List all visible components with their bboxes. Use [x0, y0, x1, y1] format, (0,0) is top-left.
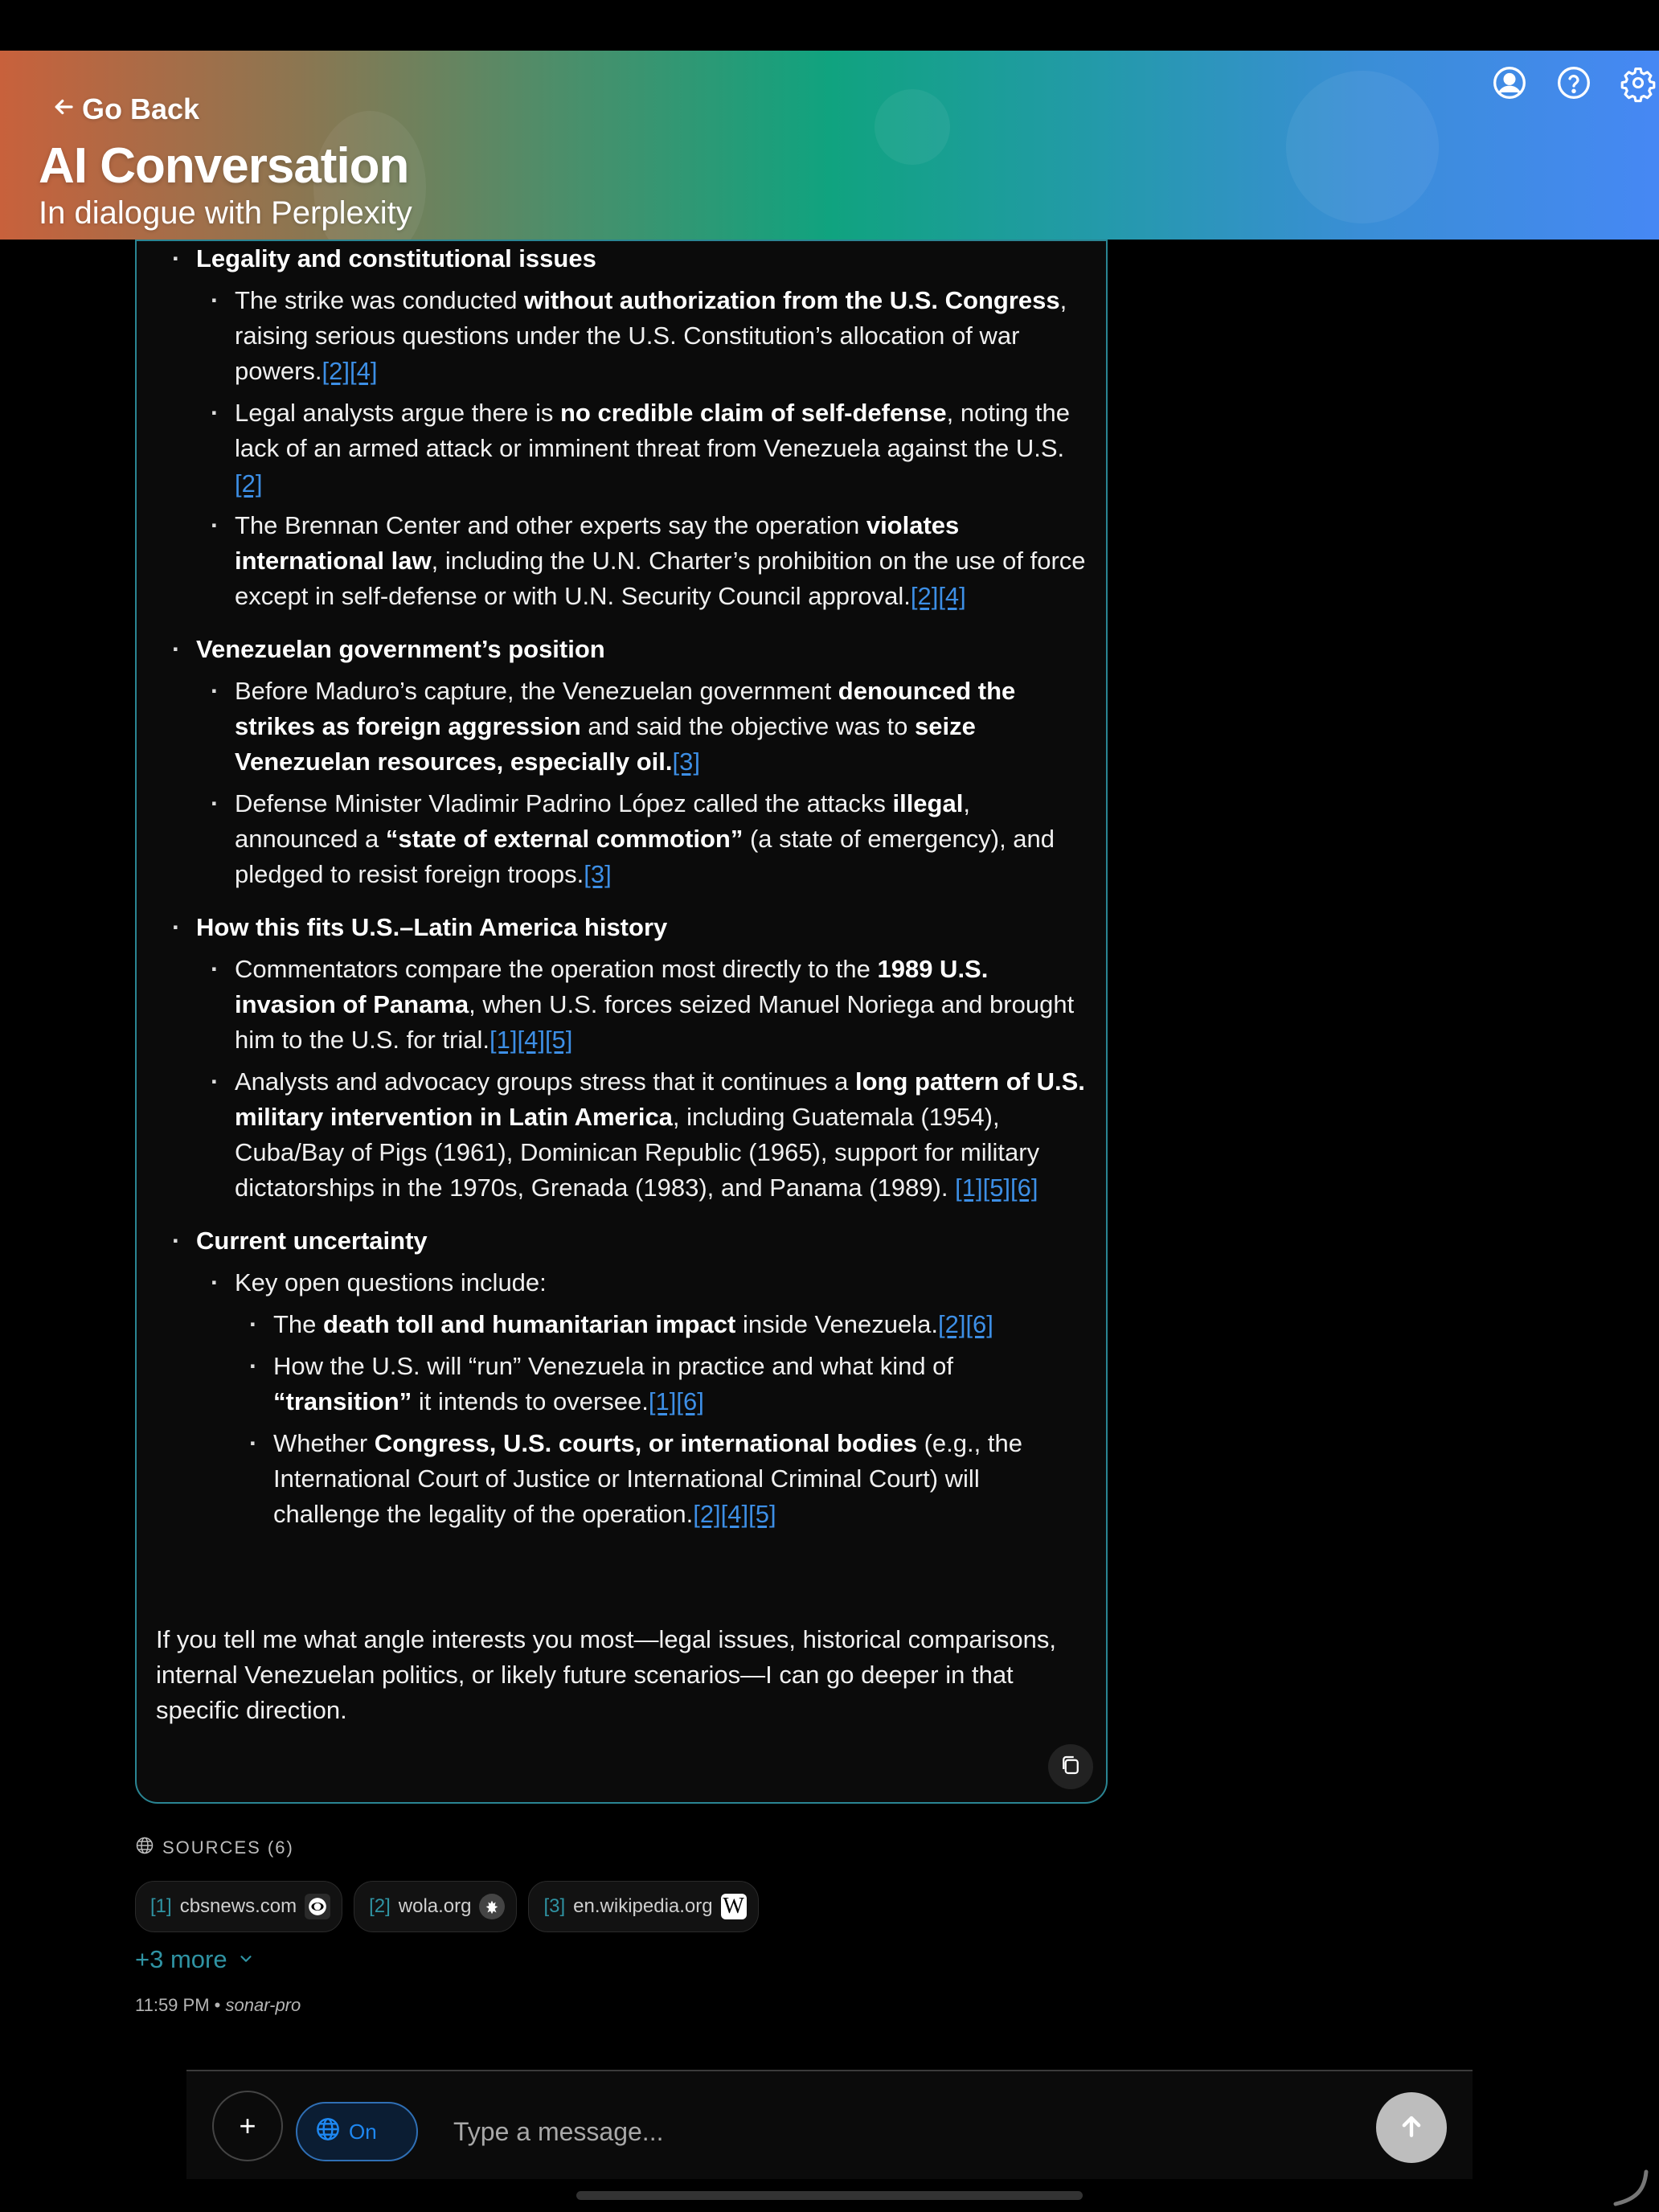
text: Legal analysts argue there is — [235, 399, 560, 427]
text: , including the U.N. Charter’s prohibition on the use of force except in self-defense or with U.N. Security Council approval. — [235, 547, 1086, 610]
source-domain: en.wikipedia.org — [573, 1895, 713, 1917]
sources-label: SOURCES (6) — [162, 1837, 294, 1858]
citation-link[interactable]: [1] — [648, 1387, 677, 1415]
arrow-up-icon — [1395, 2110, 1428, 2146]
bold-text: “state of external commotion” — [385, 825, 743, 853]
page-title: AI Conversation — [39, 138, 409, 194]
model-name: sonar-pro — [225, 1995, 301, 2015]
text: Analysts and advocacy groups stress that it continues a — [235, 1067, 855, 1096]
list-item — [235, 1064, 1088, 1206]
settings-button[interactable] — [1620, 65, 1656, 100]
assistant-message-card — [135, 240, 1108, 1804]
section-item — [196, 910, 1088, 1206]
page-subtitle: In dialogue with Perplexity — [39, 195, 412, 231]
decorative-blob — [1286, 71, 1439, 223]
text: (a state of emergency), and pledged to resist foreign troops. — [235, 825, 1055, 888]
text: , announced a — [235, 789, 970, 853]
section-heading: · How this fits U.S.–Latin America history — [196, 913, 668, 941]
citation-link[interactable]: [4] — [517, 1026, 545, 1054]
text: , including Guatemala (1954), Cuba/Bay of Pigs (1961), Dominican Republic (1965), support for military dictatorships in the 1970s, Grenada (1983), and Panama (1989). — [235, 1103, 1040, 1202]
attach-button[interactable] — [212, 2091, 283, 2161]
list-item — [235, 674, 1088, 780]
meta-separator: • — [209, 1995, 226, 2015]
text: Key open questions include: — [235, 1268, 547, 1296]
citation-link[interactable]: [2] — [693, 1500, 721, 1528]
bold-text: no credible claim of self-defense — [559, 399, 947, 427]
bold-text: seize Venezuelan resources, especially oil. — [235, 712, 976, 776]
bold-text: long pattern of U.S. military intervention in Latin America — [235, 1067, 1085, 1131]
citation-link[interactable]: [6] — [676, 1387, 704, 1415]
text: The Brennan Center and other experts say the operation — [235, 511, 866, 539]
message-time: 11:59 PM — [135, 1995, 210, 2015]
section-points — [196, 674, 1088, 892]
wola-icon — [479, 1894, 505, 1919]
decorative-blob — [875, 89, 950, 165]
plus-icon: + — [239, 2109, 256, 2142]
source-chip-cbsnews[interactable] — [135, 1881, 342, 1932]
text: Commentators compare the operation most directly to the — [235, 955, 878, 983]
citation-link[interactable]: [2] — [937, 1310, 966, 1338]
list-item — [235, 508, 1088, 614]
settings-icon — [1620, 90, 1656, 104]
closing-paragraph: If you tell me what angle interests you most—legal issues, historical comparisons, internal Venezuelan politics, or likely future scenarios—I can go deeper in that specific direction. — [156, 1625, 1056, 1724]
source-number: [1] — [150, 1895, 172, 1917]
citation-link[interactable]: [1] — [490, 1026, 518, 1054]
go-back-label: Go Back — [82, 92, 200, 125]
section-points — [196, 1265, 1088, 1532]
citation-link[interactable]: [5] — [544, 1026, 573, 1054]
text: (e.g., the International Court of Justice or International Criminal Court) will challenge the legality of the operation. — [273, 1429, 1022, 1528]
wikipedia-icon: W — [721, 1894, 747, 1919]
citation-link[interactable]: [3] — [672, 748, 700, 776]
text: , raising serious questions under the U.S. Constitution’s allocation of war powers. — [235, 286, 1067, 385]
source-chips — [135, 1881, 759, 1932]
account-icon — [1492, 90, 1527, 104]
citation-link[interactable]: [6] — [965, 1310, 993, 1338]
citation-link[interactable]: [4] — [720, 1500, 749, 1528]
citation-link[interactable]: [5] — [748, 1500, 776, 1528]
list-item — [235, 283, 1088, 389]
source-domain: cbsnews.com — [179, 1895, 297, 1917]
web-toggle-label: On — [349, 2119, 377, 2144]
globe-icon — [315, 2116, 341, 2148]
copy-button[interactable] — [1048, 1744, 1093, 1789]
text: Before Maduro’s capture, the Venezuelan government — [235, 677, 838, 705]
bold-text: illegal — [892, 789, 964, 817]
list-item — [235, 395, 1088, 502]
web-search-toggle[interactable] — [296, 2102, 418, 2161]
section-heading: · Legality and constitutional issues — [196, 244, 596, 272]
source-number: [2] — [369, 1895, 391, 1917]
citation-link[interactable]: [4] — [350, 357, 378, 385]
section-item — [196, 1223, 1088, 1532]
bold-text: violates international law — [235, 511, 960, 575]
sources-header — [135, 1836, 294, 1860]
bold-text: 1989 U.S. invasion of Panama — [235, 955, 989, 1018]
more-sources-button[interactable] — [135, 1945, 255, 1974]
chevron-down-icon — [237, 1945, 255, 1974]
text: , when U.S. forces seized Manuel Noriega and brought him to the U.S. for trial. — [235, 990, 1075, 1054]
home-indicator[interactable] — [576, 2191, 1083, 2200]
account-button[interactable] — [1492, 65, 1527, 100]
citation-link[interactable]: [2] — [322, 357, 350, 385]
citation-link[interactable]: [2] — [235, 469, 263, 498]
text: Defense Minister Vladimir Padrino López called the attacks — [235, 789, 893, 817]
section-points — [196, 283, 1088, 614]
text: it intends to oversee. — [412, 1387, 649, 1415]
header-actions — [1492, 65, 1659, 100]
list-item — [235, 786, 1088, 892]
globe-icon — [135, 1836, 154, 1860]
citation-link[interactable]: [2] — [910, 582, 939, 610]
list-item — [273, 1426, 1088, 1532]
section-item — [196, 241, 1088, 614]
source-domain: wola.org — [398, 1895, 472, 1917]
citation-link[interactable]: [3] — [584, 860, 612, 888]
section-heading: · Current uncertainty — [196, 1227, 428, 1255]
text: inside Venezuela. — [735, 1310, 938, 1338]
citation-link[interactable]: [6] — [1010, 1174, 1038, 1202]
source-chip-wola[interactable] — [354, 1881, 517, 1932]
citation-link[interactable]: [5] — [982, 1174, 1011, 1202]
citation-link[interactable]: [1] — [955, 1174, 983, 1202]
text: How the U.S. will “run” Venezuela in practice and what kind of — [273, 1352, 954, 1380]
citation-link[interactable]: [4] — [938, 582, 966, 610]
composer-bar — [186, 2070, 1473, 2179]
list-item — [273, 1307, 1088, 1342]
app-header — [0, 51, 1659, 240]
source-chip-wikipedia[interactable] — [528, 1881, 758, 1932]
message-body — [156, 241, 1088, 1550]
resize-corner-icon — [1608, 2165, 1653, 2210]
text: , noting the lack of an armed attack or imminent threat from Venezuela against the U.S. — [235, 399, 1071, 462]
text: and said the objective was to — [580, 712, 916, 740]
bold-text: “transition” — [273, 1387, 412, 1415]
section-item — [196, 632, 1088, 892]
source-number: [3] — [543, 1895, 566, 1917]
list-item — [235, 952, 1088, 1058]
section-heading: · Venezuelan government’s position — [196, 635, 605, 663]
message-meta — [135, 1995, 301, 2016]
message-card-viewport[interactable] — [135, 244, 1108, 1804]
list-item — [273, 1349, 1088, 1419]
cbs-eye-icon — [305, 1894, 330, 1919]
text: The — [273, 1310, 324, 1338]
copy-icon — [1059, 1753, 1083, 1781]
help-button[interactable] — [1556, 65, 1591, 100]
bold-text: death toll and humanitarian impact — [323, 1310, 736, 1338]
nested-list — [235, 1307, 1088, 1532]
section-list — [156, 241, 1088, 1532]
more-sources-label: +3 more — [135, 1945, 227, 1973]
text: The strike was conducted — [235, 286, 525, 314]
send-button[interactable] — [1376, 2092, 1447, 2163]
bold-text: Congress, U.S. courts, or international bodies — [374, 1429, 917, 1457]
bold-text: without authorization from the U.S. Congress — [524, 286, 1060, 314]
arrow-left-icon — [51, 92, 76, 126]
section-points — [196, 952, 1088, 1206]
bold-text: denounced the strikes as foreign aggression — [235, 677, 1016, 740]
go-back-button[interactable] — [51, 92, 199, 126]
list-item — [235, 1265, 1088, 1532]
message-input[interactable] — [453, 2103, 1257, 2160]
help-icon — [1556, 90, 1591, 104]
text: Whether — [273, 1429, 375, 1457]
